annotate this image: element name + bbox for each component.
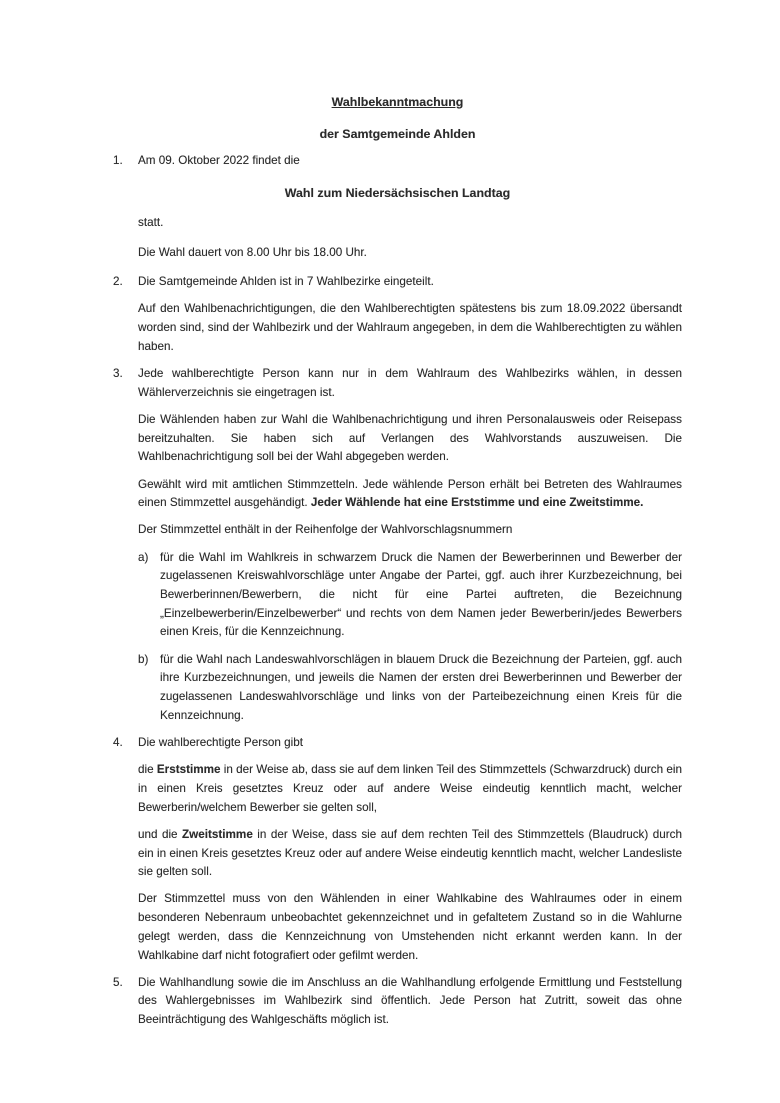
sub-item-a-marker: a) <box>138 550 149 564</box>
item-4-body <box>138 734 682 974</box>
item-4-erststimme-paragraph <box>138 761 682 817</box>
sub-item-b-text: für die Wahl nach Landeswahlvorschlägen in blauem Druck die Bezeichnung der Parteien, ggf. auch ihre Kurzbezeichnungen, und jeweils die Namen der ersten drei Bewerberinnen und Bewerber der zugelassenen Landeswahlvorschläge und links von der Parteibezeichnung einen Kreis für die Kennzeichnung. <box>160 652 682 722</box>
item-1-intro: Am 09. Oktober 2022 findet die <box>138 154 300 168</box>
item-1-statt: statt. <box>138 215 164 229</box>
item-3-number: 3. <box>113 367 123 381</box>
item-4-erststimme-rest: in der Weise ab, dass sie auf dem linken Teil des Stimmzettels (Schwarzdruck) durch ein in einen Kreis gesetztes Kreuz oder auf andere Weise eindeutig kenntlich macht, welcher Bewerberin/welchem Bewerber sie gelten soll, <box>138 763 682 814</box>
item-3-paragraph-1: Jede wahlberechtigte Person kann nur in dem Wahlraum des Wahlbezirks wählen, in dessen Wählerverzeichnis sie eingetragen ist. <box>138 367 682 399</box>
item-3-paragraph-4: Der Stimmzettel enthält in der Reihenfolge der Wahlvorschlagsnummern <box>138 523 513 537</box>
list-item-3 <box>113 365 682 734</box>
list-item-2 <box>113 273 682 365</box>
item-5-paragraph-1: Die Wahlhandlung sowie die im Anschluss an die Wahlhandlung erfolgende Ermittlung und Feststellung des Wahlergebnisses im Wahlbezirk sind öffentlich. Jede Person hat Zutritt, soweit das ohne Beeinträchtigung des Wahlgeschäfts möglich ist. <box>138 975 682 1027</box>
item-4-paragraph-3: Der Stimmzettel muss von den Wählenden in einer Wahlkabine des Wahlraumes oder in einem besonderen Nebenraum unbeobachtet gekennzeichnet und in gefaltetem Zustand so in die Wahlurne gelegt werden, dass die Kennzeichnung von Umstehenden nicht erkannt werden kann. In der Wahlkabine darf nicht fotografiert oder gefilmt werden. <box>138 892 682 962</box>
item-1-election-heading: Wahl zum Niedersächsischen Landtag <box>284 186 511 201</box>
item-3-paragraph-3-regular: Gewählt wird mit amtlichen Stimmzetteln. Jede wählende Person erhält bei Betreten des Wahlraumes einen Stimmzettel ausgehändigt. <box>138 477 682 510</box>
sub-item-a <box>138 549 682 643</box>
item-5-number: 5. <box>113 975 123 989</box>
sub-item-b-marker: b) <box>138 652 149 666</box>
document-title: Wahlbekanntmachung <box>331 95 464 109</box>
item-1-body <box>138 152 682 273</box>
item-4-intro: Die wahlberechtigte Person gibt <box>138 735 304 749</box>
list-item-1 <box>113 152 682 273</box>
sub-item-b <box>138 651 682 726</box>
item-2-paragraph-2: Auf den Wahlbenachrichtigungen, die den Wahlberechtigten spätestens bis zum 18.09.2022 übersandt worden sind, sind der Wahlbezirk und der Wahlraum angegeben, in dem die Wahlberechtigten zu wählen haben. <box>138 302 682 353</box>
item-5-body <box>138 974 682 1039</box>
list-item-5 <box>113 974 682 1039</box>
item-4-zweitstimme-pre: und die <box>138 827 183 841</box>
item-3-body <box>138 365 682 734</box>
item-4-zweitstimme-rest: in der Weise, dass sie auf dem rechten Teil des Stimmzettels (Blaudruck) durch ein in einen Kreis gesetztes Kreuz oder auf andere Weise eindeutig kenntlich macht, welcher Landesliste sie gelten soll. <box>138 827 682 879</box>
item-4-erststimme-pre: die <box>138 763 157 777</box>
item-4-zweitstimme-bold: Zweitstimme <box>182 827 253 841</box>
item-2-paragraph-1: Die Samtgemeinde Ahlden ist in 7 Wahlbezirke eingeteilt. <box>138 275 434 289</box>
item-4-erststimme-bold: Erststimme <box>156 763 221 777</box>
item-1-number: 1. <box>113 154 123 168</box>
sub-item-a-text: für die Wahl im Wahlkreis in schwarzem Druck die Namen der Bewerberinnen und Bewerber der zugelassenen Kreiswahlvorschläge unter Angabe der Partei, ggf. auch ihrer Kurzbezeichnung, bei Bewerberinnen/Bewerbern, die nicht für eine Partei auftreten, die Bezeichnung „Einzelbewerberin/Einzelbewerber“ und rechts von dem Namen jeder Bewerberin/jedes Bewerbers einen Kreis, für die Kennzeichnung. <box>160 550 682 639</box>
wahlbekanntmachung-document <box>113 93 682 1038</box>
list-item-4 <box>113 734 682 974</box>
item-4-zweitstimme-paragraph <box>138 826 682 882</box>
item-2-number: 2. <box>113 275 123 289</box>
item-3-paragraph-2: Die Wählenden haben zur Wahl die Wahlbenachrichtigung und ihren Personalausweis oder Reisepass bereitzuhalten. Sie haben sich auf Verlangen des Wahlvorstands auszuweisen. Die Wahlbenachrichtigung soll bei der Wahl abgegeben werden. <box>138 412 682 464</box>
item-3-paragraph-3-bold: Jeder Wählende hat eine Erststimme und eine Zweitstimme. <box>310 496 644 510</box>
item-3-paragraph-3 <box>138 476 682 513</box>
item-1-duration: Die Wahl dauert von 8.00 Uhr bis 18.00 Uhr. <box>138 245 367 259</box>
document-subtitle: der Samtgemeinde Ahlden <box>319 126 476 141</box>
item-4-number: 4. <box>113 735 123 749</box>
item-2-body <box>138 273 682 365</box>
